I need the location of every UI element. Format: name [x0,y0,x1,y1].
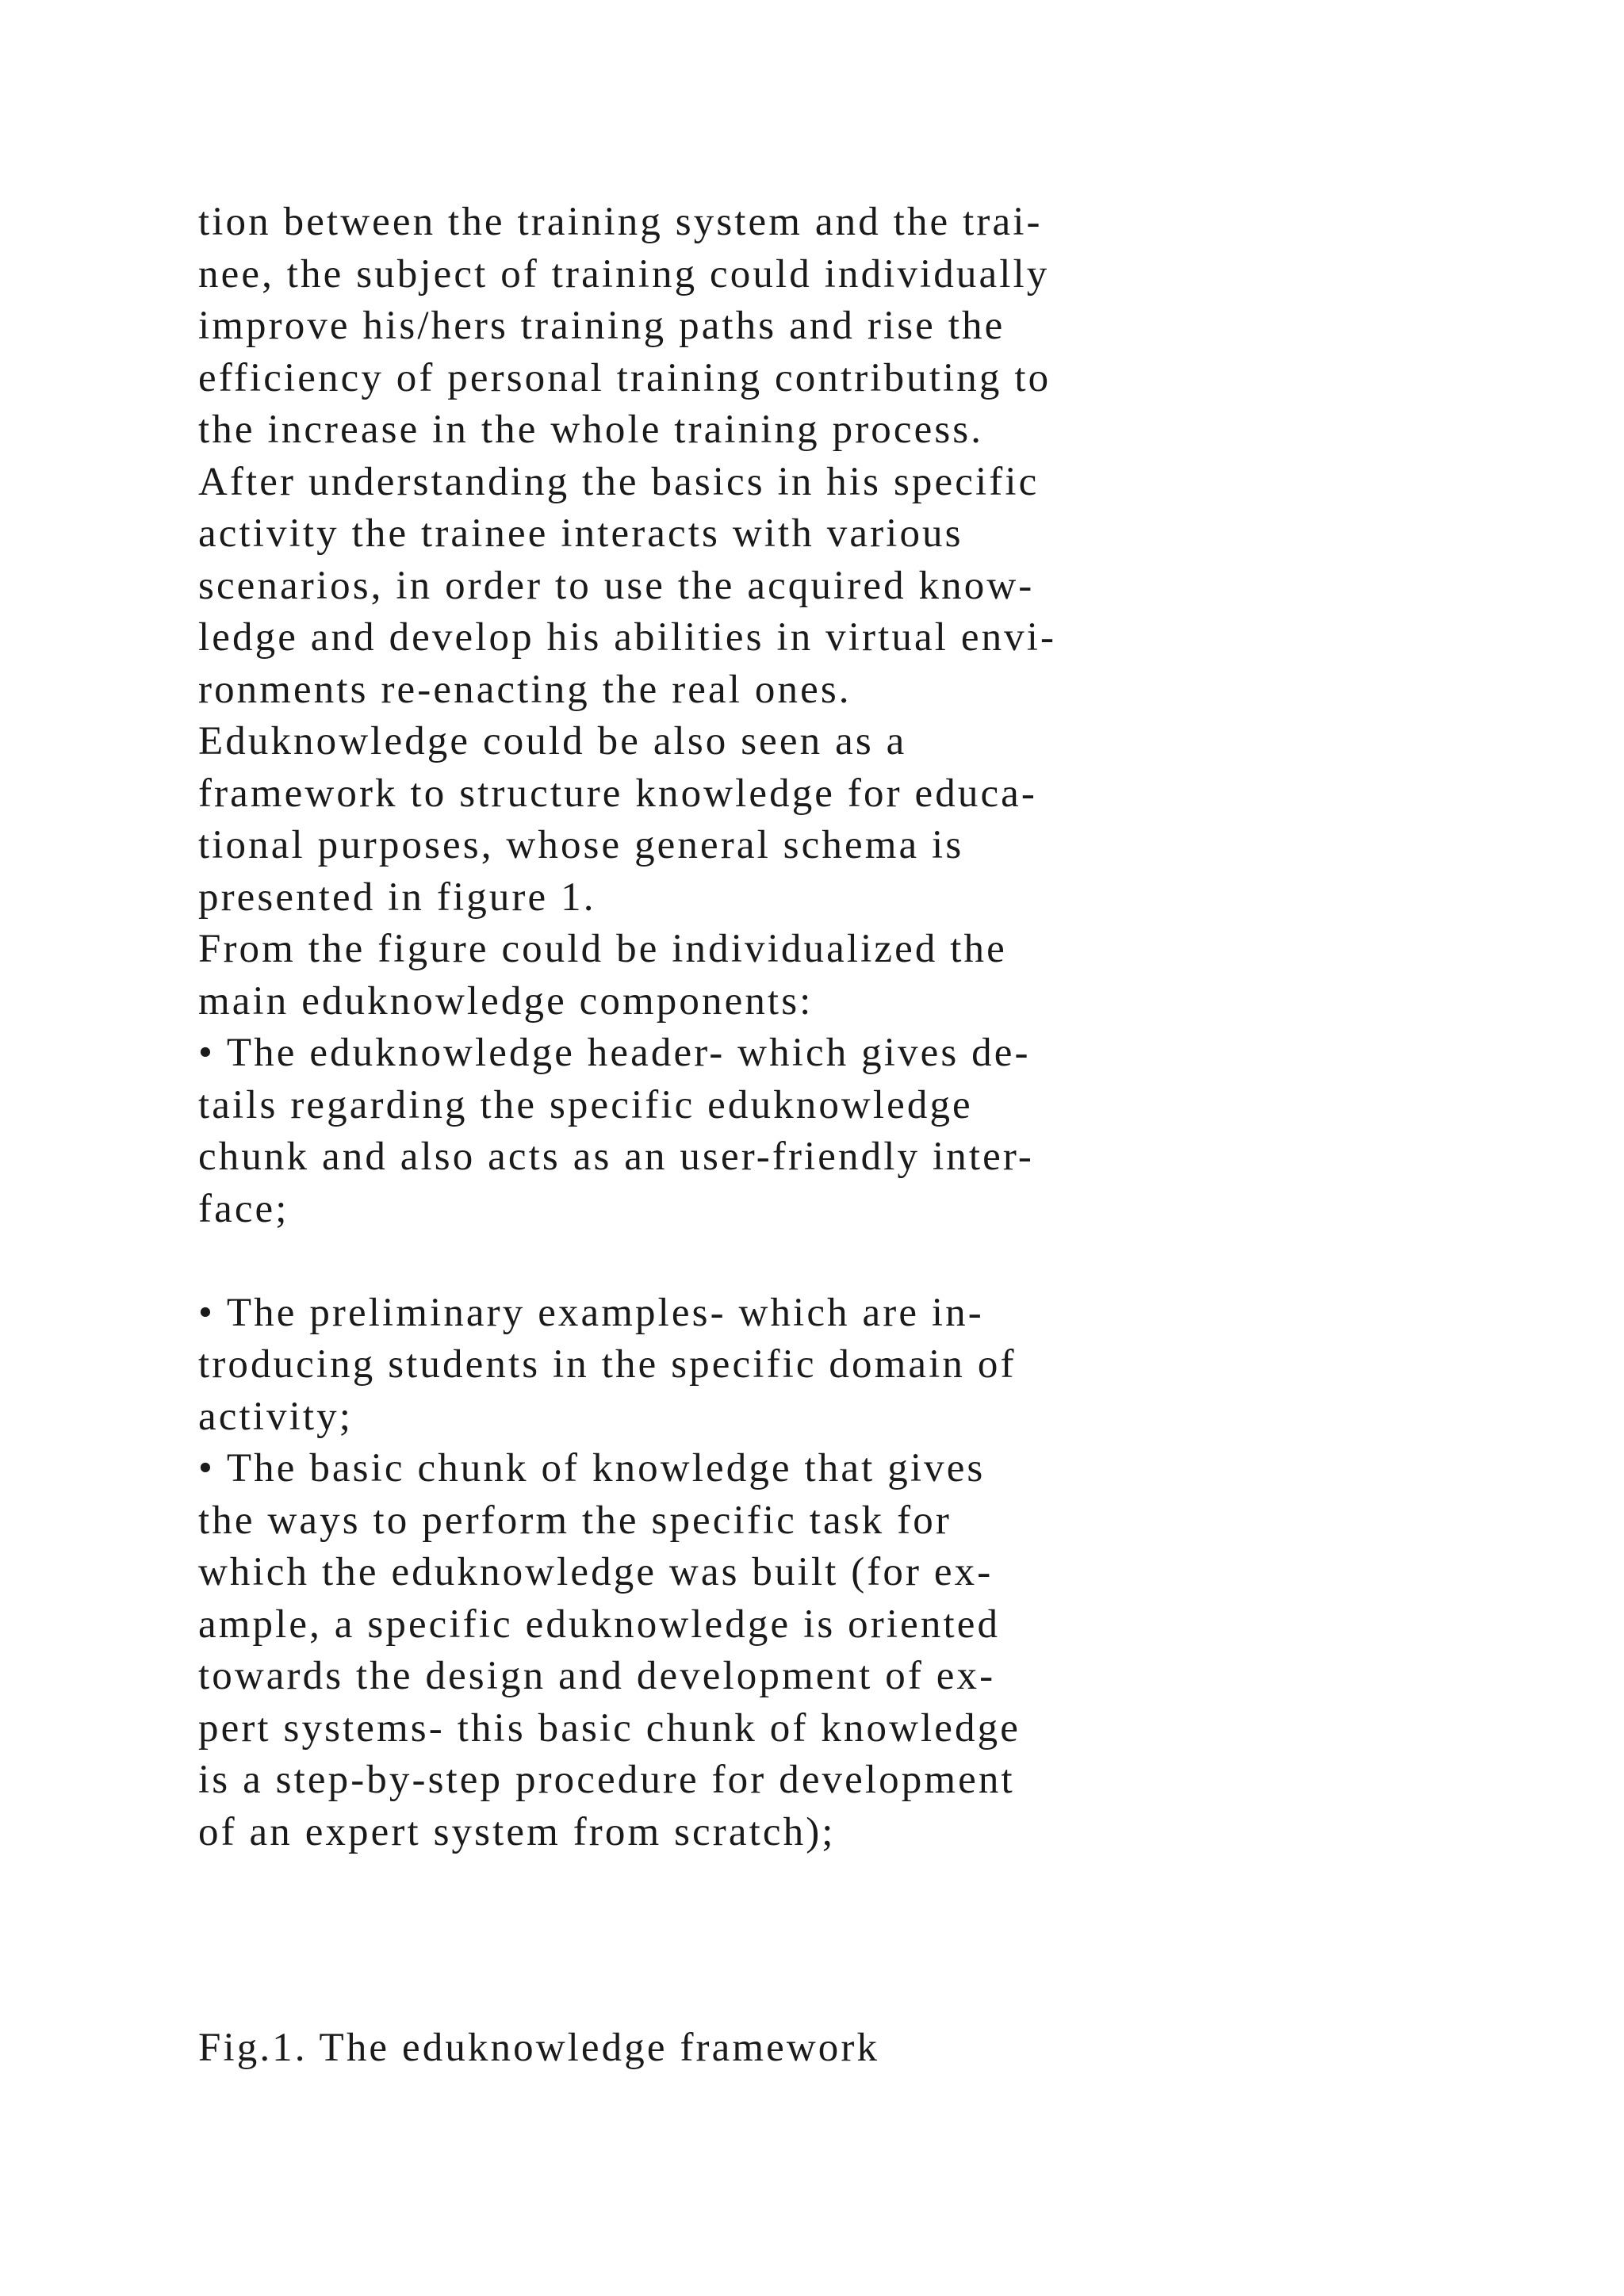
text-line: is a step-by-step procedure for development [198,1758,1015,1802]
text-line: tional purposes, whose general schema is [198,823,964,867]
text-line: ample, a specific eduknowledge is oriented [198,1601,1001,1647]
text-line: After understanding the basics in his specific [198,459,1040,504]
paragraph-gap [198,1235,1150,1288]
text-line: towards the design and development of ex- [198,1654,996,1698]
text-line: tails regarding the specific eduknowledge [198,1082,973,1127]
text-line: chunk and also acts as an user-friendly inter- [198,1135,1034,1179]
text-line: From the figure could be individualized the [198,927,1007,971]
text-line: scenarios, in order to use the acquired know- [198,563,1035,608]
text-line: the increase in the whole training process. [198,408,984,452]
text-line: ronments re-enacting the real ones. [198,667,852,712]
text-line: activity the trainee interacts with various [198,511,963,556]
figure-caption: Fig.1. The eduknowledge framework [198,2026,880,2070]
bullet-basic-chunk-line: • The basic chunk of knowledge that gives [198,1446,986,1490]
text-line: which the eduknowledge was built (for ex- [198,1550,994,1594]
text-line: framework to structure knowledge for educa- [198,771,1037,816]
text-line: face; [198,1186,289,1231]
text-line: ledge and develop his abilities in virtual envi- [198,615,1057,660]
text-line: pert systems- this basic chunk of knowledge [198,1705,1021,1751]
text-line: main eduknowledge components: [198,978,814,1024]
text-line: troducing students in the specific domain of [198,1342,1017,1387]
bullet-header-line: • The eduknowledge header- which gives de- [198,1031,1031,1075]
text-line: presented in figure 1. [198,874,596,920]
bullet-examples-line: • The preliminary examples- which are in- [198,1290,984,1335]
text-line: nee, the subject of training could individually [198,251,1050,297]
body-text [198,197,1150,1858]
text-line: Eduknowledge could be also seen as a [198,719,907,763]
text-line: of an expert system from scratch); [198,1809,836,1854]
text-line: efficiency of personal training contributing to [198,355,1051,400]
text-line: the ways to perform the specific task for [198,1498,952,1543]
text-line: improve his/hers training paths and rise the [198,304,1005,348]
text-line: tion between the training system and the trai- [198,200,1043,244]
text-line: activity; [198,1394,354,1439]
